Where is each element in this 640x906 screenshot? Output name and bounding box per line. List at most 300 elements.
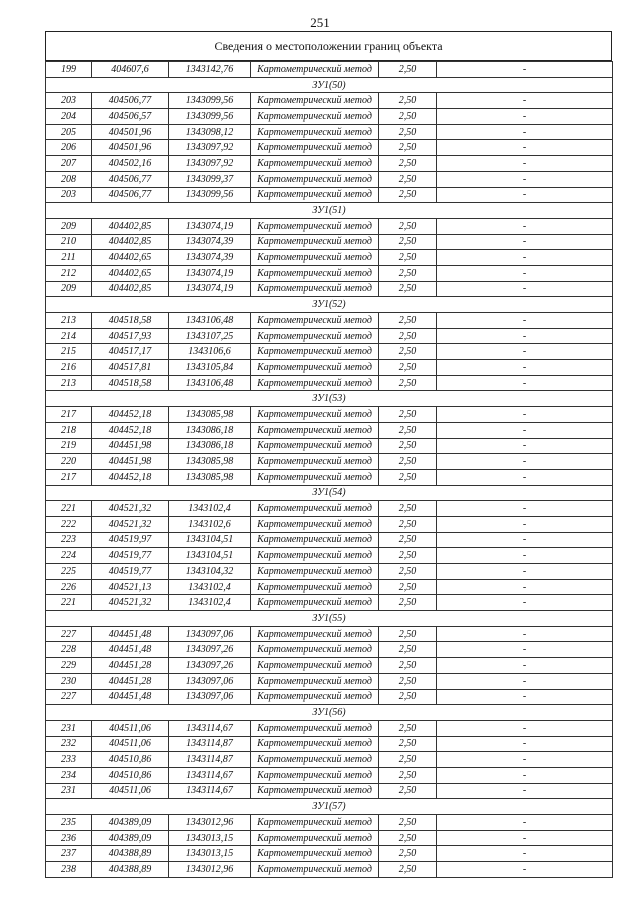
accuracy-cell: 2,50: [379, 579, 437, 595]
method-cell: Картометрический метод: [251, 438, 379, 454]
y-coordinate-cell: 1343085,98: [169, 407, 251, 423]
y-coordinate-cell: 1343086,18: [169, 422, 251, 438]
point-number-cell: 203: [46, 187, 92, 203]
table-row: [46, 140, 613, 156]
note-cell: -: [437, 234, 613, 250]
y-coordinate-cell: 1343097,92: [169, 140, 251, 156]
method-cell: Картометрический метод: [251, 360, 379, 376]
method-cell: Картометрический метод: [251, 171, 379, 187]
point-number-cell: 219: [46, 438, 92, 454]
x-coordinate-cell: 404451,98: [92, 438, 169, 454]
y-coordinate-cell: 1343114,87: [169, 752, 251, 768]
section-row: [46, 391, 613, 407]
point-number-cell: 212: [46, 265, 92, 281]
x-coordinate-cell: 404518,58: [92, 375, 169, 391]
table-row: [46, 171, 613, 187]
method-cell: Картометрический метод: [251, 673, 379, 689]
method-cell: Картометрический метод: [251, 720, 379, 736]
accuracy-cell: 2,50: [379, 862, 437, 878]
accuracy-cell: 2,50: [379, 407, 437, 423]
point-number-cell: 229: [46, 658, 92, 674]
table-row: [46, 846, 613, 862]
accuracy-cell: 2,50: [379, 689, 437, 705]
section-row: [46, 297, 613, 313]
accuracy-cell: 2,50: [379, 642, 437, 658]
section-label: ЗУ1(52): [46, 297, 613, 313]
accuracy-cell: 2,50: [379, 124, 437, 140]
note-cell: -: [437, 313, 613, 329]
x-coordinate-cell: 404451,48: [92, 642, 169, 658]
point-number-cell: 225: [46, 564, 92, 580]
x-coordinate-cell: 404519,97: [92, 532, 169, 548]
x-coordinate-cell: 404607,6: [92, 62, 169, 78]
method-cell: Картометрический метод: [251, 579, 379, 595]
accuracy-cell: 2,50: [379, 673, 437, 689]
note-cell: -: [437, 438, 613, 454]
note-cell: -: [437, 407, 613, 423]
y-coordinate-cell: 1343105,84: [169, 360, 251, 376]
x-coordinate-cell: 404510,86: [92, 752, 169, 768]
note-cell: -: [437, 626, 613, 642]
table-row: [46, 124, 613, 140]
x-coordinate-cell: 404402,85: [92, 234, 169, 250]
point-number-cell: 205: [46, 124, 92, 140]
table-row: [46, 516, 613, 532]
note-cell: -: [437, 265, 613, 281]
table-row: [46, 469, 613, 485]
y-coordinate-cell: 1343097,06: [169, 689, 251, 705]
x-coordinate-cell: 404402,65: [92, 265, 169, 281]
accuracy-cell: 2,50: [379, 720, 437, 736]
y-coordinate-cell: 1343097,26: [169, 658, 251, 674]
point-number-cell: 208: [46, 171, 92, 187]
y-coordinate-cell: 1343098,12: [169, 124, 251, 140]
method-cell: Картометрический метод: [251, 767, 379, 783]
section-label: ЗУ1(51): [46, 203, 613, 219]
y-coordinate-cell: 1343102,4: [169, 579, 251, 595]
y-coordinate-cell: 1343142,76: [169, 62, 251, 78]
y-coordinate-cell: 1343106,48: [169, 313, 251, 329]
method-cell: Картометрический метод: [251, 548, 379, 564]
method-cell: Картометрический метод: [251, 501, 379, 517]
table-row: [46, 752, 613, 768]
method-cell: Картометрический метод: [251, 736, 379, 752]
table-row: [46, 626, 613, 642]
method-cell: Картометрический метод: [251, 250, 379, 266]
note-cell: -: [437, 548, 613, 564]
x-coordinate-cell: 404521,13: [92, 579, 169, 595]
y-coordinate-cell: 1343102,6: [169, 516, 251, 532]
point-number-cell: 220: [46, 454, 92, 470]
x-coordinate-cell: 404519,77: [92, 564, 169, 580]
note-cell: -: [437, 250, 613, 266]
section-row: [46, 203, 613, 219]
note-cell: -: [437, 783, 613, 799]
table-row: [46, 564, 613, 580]
point-number-cell: 209: [46, 281, 92, 297]
section-label: ЗУ1(50): [46, 77, 613, 93]
table-row: [46, 234, 613, 250]
note-cell: -: [437, 140, 613, 156]
document-sheet: [45, 31, 612, 878]
table-row: [46, 454, 613, 470]
table-row: [46, 265, 613, 281]
y-coordinate-cell: 1343074,19: [169, 281, 251, 297]
accuracy-cell: 2,50: [379, 265, 437, 281]
table-row: [46, 218, 613, 234]
note-cell: -: [437, 564, 613, 580]
accuracy-cell: 2,50: [379, 469, 437, 485]
note-cell: -: [437, 218, 613, 234]
accuracy-cell: 2,50: [379, 736, 437, 752]
x-coordinate-cell: 404519,77: [92, 548, 169, 564]
section-label: ЗУ1(53): [46, 391, 613, 407]
page-number: 251: [310, 15, 330, 30]
method-cell: Картометрический метод: [251, 752, 379, 768]
point-number-cell: 224: [46, 548, 92, 564]
method-cell: Картометрический метод: [251, 454, 379, 470]
note-cell: -: [437, 156, 613, 172]
x-coordinate-cell: 404451,48: [92, 626, 169, 642]
point-number-cell: 213: [46, 313, 92, 329]
x-coordinate-cell: 404517,17: [92, 344, 169, 360]
table-row: [46, 422, 613, 438]
method-cell: Картометрический метод: [251, 328, 379, 344]
point-number-cell: 235: [46, 815, 92, 831]
method-cell: Картометрический метод: [251, 234, 379, 250]
method-cell: Картометрический метод: [251, 516, 379, 532]
y-coordinate-cell: 1343012,96: [169, 815, 251, 831]
y-coordinate-cell: 1343107,25: [169, 328, 251, 344]
accuracy-cell: 2,50: [379, 815, 437, 831]
method-cell: Картометрический метод: [251, 218, 379, 234]
x-coordinate-cell: 404506,77: [92, 93, 169, 109]
accuracy-cell: 2,50: [379, 281, 437, 297]
method-cell: Картометрический метод: [251, 830, 379, 846]
point-number-cell: 206: [46, 140, 92, 156]
y-coordinate-cell: 1343086,18: [169, 438, 251, 454]
x-coordinate-cell: 404506,77: [92, 171, 169, 187]
section-label: ЗУ1(57): [46, 799, 613, 815]
point-number-cell: 232: [46, 736, 92, 752]
accuracy-cell: 2,50: [379, 548, 437, 564]
table-row: [46, 595, 613, 611]
accuracy-cell: 2,50: [379, 752, 437, 768]
accuracy-cell: 2,50: [379, 564, 437, 580]
note-cell: -: [437, 516, 613, 532]
accuracy-cell: 2,50: [379, 93, 437, 109]
point-number-cell: 226: [46, 579, 92, 595]
note-cell: -: [437, 454, 613, 470]
note-cell: -: [437, 360, 613, 376]
point-number-cell: 203: [46, 93, 92, 109]
accuracy-cell: 2,50: [379, 438, 437, 454]
note-cell: -: [437, 752, 613, 768]
method-cell: Картометрический метод: [251, 783, 379, 799]
x-coordinate-cell: 404402,85: [92, 281, 169, 297]
point-number-cell: 237: [46, 846, 92, 862]
point-number-cell: 234: [46, 767, 92, 783]
note-cell: -: [437, 642, 613, 658]
x-coordinate-cell: 404402,65: [92, 250, 169, 266]
y-coordinate-cell: 1343104,51: [169, 548, 251, 564]
y-coordinate-cell: 1343102,4: [169, 501, 251, 517]
note-cell: -: [437, 595, 613, 611]
y-coordinate-cell: 1343106,48: [169, 375, 251, 391]
accuracy-cell: 2,50: [379, 234, 437, 250]
accuracy-cell: 2,50: [379, 360, 437, 376]
accuracy-cell: 2,50: [379, 171, 437, 187]
accuracy-cell: 2,50: [379, 328, 437, 344]
method-cell: Картометрический метод: [251, 124, 379, 140]
x-coordinate-cell: 404511,06: [92, 720, 169, 736]
note-cell: -: [437, 344, 613, 360]
x-coordinate-cell: 404501,96: [92, 124, 169, 140]
y-coordinate-cell: 1343012,96: [169, 862, 251, 878]
y-coordinate-cell: 1343085,98: [169, 454, 251, 470]
note-cell: -: [437, 422, 613, 438]
table-row: [46, 720, 613, 736]
x-coordinate-cell: 404451,48: [92, 689, 169, 705]
point-number-cell: 207: [46, 156, 92, 172]
note-cell: -: [437, 830, 613, 846]
table-row: [46, 783, 613, 799]
accuracy-cell: 2,50: [379, 454, 437, 470]
table-row: [46, 313, 613, 329]
y-coordinate-cell: 1343074,19: [169, 218, 251, 234]
note-cell: -: [437, 736, 613, 752]
x-coordinate-cell: 404451,28: [92, 673, 169, 689]
point-number-cell: 233: [46, 752, 92, 768]
table-row: [46, 375, 613, 391]
method-cell: Картометрический метод: [251, 313, 379, 329]
note-cell: -: [437, 93, 613, 109]
note-cell: -: [437, 673, 613, 689]
y-coordinate-cell: 1343097,06: [169, 673, 251, 689]
table-row: [46, 438, 613, 454]
accuracy-cell: 2,50: [379, 767, 437, 783]
y-coordinate-cell: 1343114,87: [169, 736, 251, 752]
x-coordinate-cell: 404451,98: [92, 454, 169, 470]
point-number-cell: 228: [46, 642, 92, 658]
note-cell: -: [437, 767, 613, 783]
y-coordinate-cell: 1343114,67: [169, 720, 251, 736]
section-label: ЗУ1(55): [46, 611, 613, 627]
section-label: ЗУ1(56): [46, 705, 613, 721]
method-cell: Картометрический метод: [251, 422, 379, 438]
section-row: [46, 611, 613, 627]
x-coordinate-cell: 404521,32: [92, 595, 169, 611]
method-cell: Картометрический метод: [251, 62, 379, 78]
coordinates-table: [45, 61, 613, 878]
point-number-cell: 236: [46, 830, 92, 846]
x-coordinate-cell: 404451,28: [92, 658, 169, 674]
note-cell: -: [437, 579, 613, 595]
x-coordinate-cell: 404517,81: [92, 360, 169, 376]
y-coordinate-cell: 1343114,67: [169, 767, 251, 783]
accuracy-cell: 2,50: [379, 830, 437, 846]
y-coordinate-cell: 1343085,98: [169, 469, 251, 485]
table-title: Сведения о местоположении границ объекта: [45, 31, 612, 61]
method-cell: Картометрический метод: [251, 187, 379, 203]
method-cell: Картометрический метод: [251, 281, 379, 297]
note-cell: -: [437, 846, 613, 862]
accuracy-cell: 2,50: [379, 344, 437, 360]
x-coordinate-cell: 404506,57: [92, 109, 169, 125]
point-number-cell: 223: [46, 532, 92, 548]
note-cell: -: [437, 62, 613, 78]
point-number-cell: 199: [46, 62, 92, 78]
table-row: [46, 767, 613, 783]
note-cell: -: [437, 171, 613, 187]
point-number-cell: 217: [46, 407, 92, 423]
y-coordinate-cell: 1343097,06: [169, 626, 251, 642]
method-cell: Картометрический метод: [251, 109, 379, 125]
method-cell: Картометрический метод: [251, 93, 379, 109]
x-coordinate-cell: 404511,06: [92, 783, 169, 799]
note-cell: -: [437, 501, 613, 517]
table-row: [46, 658, 613, 674]
accuracy-cell: 2,50: [379, 516, 437, 532]
point-number-cell: 231: [46, 783, 92, 799]
x-coordinate-cell: 404521,32: [92, 501, 169, 517]
table-row: [46, 673, 613, 689]
table-row: [46, 736, 613, 752]
point-number-cell: 221: [46, 595, 92, 611]
note-cell: -: [437, 124, 613, 140]
table-row: [46, 548, 613, 564]
note-cell: -: [437, 862, 613, 878]
method-cell: Картометрический метод: [251, 532, 379, 548]
note-cell: -: [437, 187, 613, 203]
y-coordinate-cell: 1343097,92: [169, 156, 251, 172]
table-row: [46, 642, 613, 658]
table-row: [46, 93, 613, 109]
method-cell: Картометрический метод: [251, 862, 379, 878]
x-coordinate-cell: 404452,18: [92, 407, 169, 423]
y-coordinate-cell: 1343114,67: [169, 783, 251, 799]
note-cell: -: [437, 720, 613, 736]
method-cell: Картометрический метод: [251, 626, 379, 642]
x-coordinate-cell: 404517,93: [92, 328, 169, 344]
x-coordinate-cell: 404452,18: [92, 422, 169, 438]
accuracy-cell: 2,50: [379, 783, 437, 799]
method-cell: Картометрический метод: [251, 469, 379, 485]
accuracy-cell: 2,50: [379, 218, 437, 234]
method-cell: Картометрический метод: [251, 265, 379, 281]
note-cell: -: [437, 469, 613, 485]
method-cell: Картометрический метод: [251, 689, 379, 705]
method-cell: Картометрический метод: [251, 815, 379, 831]
accuracy-cell: 2,50: [379, 109, 437, 125]
accuracy-cell: 2,50: [379, 140, 437, 156]
point-number-cell: 227: [46, 689, 92, 705]
accuracy-cell: 2,50: [379, 846, 437, 862]
method-cell: Картометрический метод: [251, 156, 379, 172]
point-number-cell: 209: [46, 218, 92, 234]
x-coordinate-cell: 404389,09: [92, 830, 169, 846]
method-cell: Картометрический метод: [251, 407, 379, 423]
note-cell: -: [437, 532, 613, 548]
y-coordinate-cell: 1343106,6: [169, 344, 251, 360]
point-number-cell: 231: [46, 720, 92, 736]
accuracy-cell: 2,50: [379, 501, 437, 517]
table-row: [46, 579, 613, 595]
point-number-cell: 204: [46, 109, 92, 125]
table-row: [46, 862, 613, 878]
y-coordinate-cell: 1343013,15: [169, 830, 251, 846]
note-cell: -: [437, 815, 613, 831]
coordinates-table-body: [46, 62, 613, 878]
table-row: [46, 532, 613, 548]
accuracy-cell: 2,50: [379, 250, 437, 266]
method-cell: Картометрический метод: [251, 846, 379, 862]
note-cell: -: [437, 109, 613, 125]
table-row: [46, 250, 613, 266]
table-row: [46, 689, 613, 705]
method-cell: Картометрический метод: [251, 344, 379, 360]
accuracy-cell: 2,50: [379, 532, 437, 548]
accuracy-cell: 2,50: [379, 626, 437, 642]
point-number-cell: 213: [46, 375, 92, 391]
y-coordinate-cell: 1343104,51: [169, 532, 251, 548]
table-row: [46, 830, 613, 846]
table-row: [46, 815, 613, 831]
method-cell: Картометрический метод: [251, 595, 379, 611]
y-coordinate-cell: 1343102,4: [169, 595, 251, 611]
x-coordinate-cell: 404402,85: [92, 218, 169, 234]
accuracy-cell: 2,50: [379, 187, 437, 203]
point-number-cell: 221: [46, 501, 92, 517]
point-number-cell: 218: [46, 422, 92, 438]
note-cell: -: [437, 658, 613, 674]
table-row: [46, 360, 613, 376]
point-number-cell: 222: [46, 516, 92, 532]
x-coordinate-cell: 404388,89: [92, 846, 169, 862]
x-coordinate-cell: 404452,18: [92, 469, 169, 485]
accuracy-cell: 2,50: [379, 375, 437, 391]
point-number-cell: 217: [46, 469, 92, 485]
accuracy-cell: 2,50: [379, 422, 437, 438]
method-cell: Картометрический метод: [251, 375, 379, 391]
x-coordinate-cell: 404501,96: [92, 140, 169, 156]
y-coordinate-cell: 1343104,32: [169, 564, 251, 580]
point-number-cell: 210: [46, 234, 92, 250]
x-coordinate-cell: 404506,77: [92, 187, 169, 203]
method-cell: Картометрический метод: [251, 642, 379, 658]
point-number-cell: 238: [46, 862, 92, 878]
y-coordinate-cell: 1343099,56: [169, 93, 251, 109]
section-row: [46, 799, 613, 815]
accuracy-cell: 2,50: [379, 658, 437, 674]
note-cell: -: [437, 281, 613, 297]
point-number-cell: 211: [46, 250, 92, 266]
accuracy-cell: 2,50: [379, 595, 437, 611]
note-cell: -: [437, 328, 613, 344]
y-coordinate-cell: 1343074,39: [169, 250, 251, 266]
table-row: [46, 109, 613, 125]
section-label: ЗУ1(54): [46, 485, 613, 501]
table-row: [46, 407, 613, 423]
table-row: [46, 328, 613, 344]
y-coordinate-cell: 1343013,15: [169, 846, 251, 862]
y-coordinate-cell: 1343099,37: [169, 171, 251, 187]
section-row: [46, 705, 613, 721]
x-coordinate-cell: 404521,32: [92, 516, 169, 532]
table-row: [46, 62, 613, 78]
y-coordinate-cell: 1343074,19: [169, 265, 251, 281]
table-row: [46, 281, 613, 297]
